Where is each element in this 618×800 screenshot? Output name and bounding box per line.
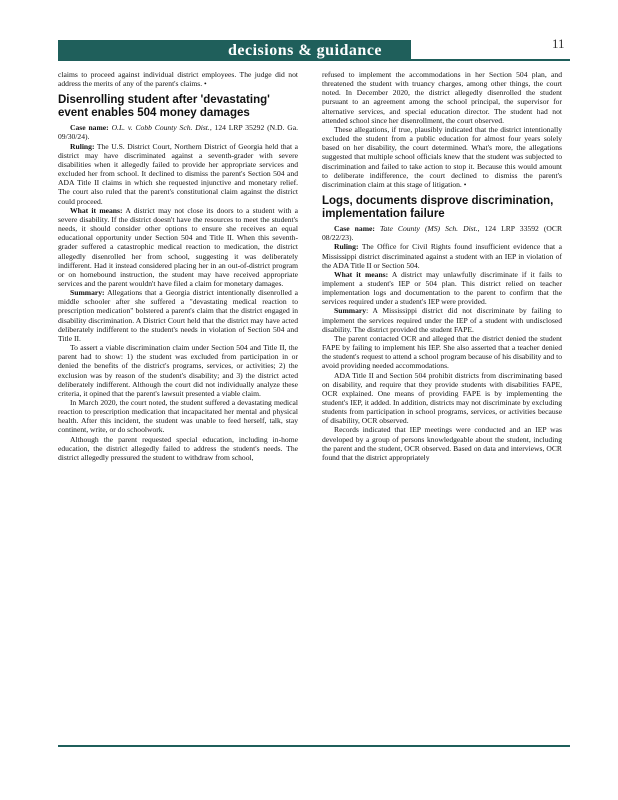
page-number: 11 <box>552 36 565 51</box>
case-name: O.L. v. Cobb County Sch. Dist. <box>111 123 210 133</box>
case-name: Tate County (MS) Sch. Dist. <box>380 224 478 234</box>
summary-paragraph: ADA Title II and Section 504 prohibit districts from discriminating based on disability, and require that they provide students with disabilities FAPE, OCR explained. One means of providing FAPE is by implementing the student's IEP, it added. In addition, districts may not discriminate by excluding students from participation in school programs, services, or activities because of disability, OCR observed. <box>322 370 562 426</box>
summary-paragraph <box>58 288 298 343</box>
ruling-label: Ruling: <box>70 141 95 151</box>
ruling-paragraph <box>58 142 298 206</box>
continued-paragraph: These allegations, if true, plausibly indicated that the district intentionally excluded the student from a public education for almost four years solely based on her disability, the court determined. What's more, the allegations suggested that multiple school officials knew that the student was subjected to discrimination and failed to take action to stop it. Because this would amount to deliberate indifference, the court declined to dismiss the parent's discrimination claim at this stage of litigation. • <box>322 124 562 189</box>
meaning-label: What it means: <box>70 205 123 215</box>
ruling-text: The U.S. District Court, Northern District of Georgia held that a district may have discriminated against a seventh-grader with severe disabilities when it allegedly failed to provide her appropriate services and excluded her from school. It declined to dismiss the parent's Section 504 and ADA Title II claims in which she requested injunctive and monetary relief. The court also ruled that the parent's constitutional claim against the district could proceed. <box>58 141 299 206</box>
summary-paragraph: Although the parent requested special education, including in-home education, the district allegedly failed to address the student's needs. The district allegedly pressured the student to withdraw from school, <box>58 434 298 462</box>
summary-paragraph: Records indicated that IEP meetings were conducted and an IEP was developed by a group of persons knowledgeable about the student, including the parent and the student, OCR observed. Based on data and interviews, OCR found that the district appropriately <box>322 425 562 462</box>
summary-text: Allegations that a Georgia district intentionally disenrolled a middle schooler after she suffered a "devastating medical reaction to prescription medication" bolstered a parent's claim that the district engaged in disability discrimination. A District Court held that the district may have acted deliberately indifferent to the student's needs in violation of Section 504 and Title II. <box>58 288 299 343</box>
meaning-paragraph <box>322 270 562 307</box>
case-citation: , 124 LRP 35292 (N.D. Ga. 09/30/24). <box>58 123 299 142</box>
ruling-paragraph <box>322 242 562 269</box>
header-rule <box>58 59 570 61</box>
case-label: Case name: <box>70 123 109 133</box>
summary-paragraph: In March 2020, the court noted, the student suffered a devastating medical reaction to prescription medication that incapacitated her mental and physical health. After this incident, the student was unable to feed herself, talk, stay continent, write, or do schoolwork. <box>58 398 298 435</box>
continued-paragraph: refused to implement the accommodations in her Section 504 plan, and threatened the student with truancy charges, among other things, the court noted. In December 2020, the district allegedly disenrolled the student pursuant to an agreement among the school principal, the supervisor for alternative services, and special education director. The student had not attended school since her disenrollment, the court observed. <box>322 70 562 125</box>
intro-paragraph: claims to proceed against individual district employees. The judge did not address the merits of any of the parent's claims. • <box>58 70 298 89</box>
summary-text: : A Mississippi district did not discriminate by failing to implement the services required under the IEP of a student with undisclosed disability. The district provided the student FAPE. <box>322 306 562 334</box>
case-label: Case name: <box>334 224 375 234</box>
ruling-text: The Office for Civil Rights found insufficient evidence that a Mississippi district discriminated against a student with an IEP in violation of the ADA Title II or Section 504. <box>322 242 562 270</box>
article-headline: Disenrolling student after 'devastating' event enables 504 money damages <box>58 94 270 120</box>
meaning-paragraph <box>58 206 298 288</box>
left-column <box>58 70 298 462</box>
summary-label: Summary: <box>70 288 105 298</box>
section-header <box>58 40 411 61</box>
summary-paragraph: The parent contacted OCR and alleged that the district denied the student FAPE by failing to implement his IEP. She also asserted that a teacher denied the student's request to attend a school program because of his disability and to avoid providing needed accommodations. <box>322 333 562 371</box>
summary-paragraph: To assert a viable discrimination claim under Section 504 and Title II, the parent had to show: 1) the student was excluded from participation in or denied the benefits of the district's programs, services, or activities; 2) the exclusion was by reason of the student's disability; and 3) the district acted deliberately indifferent. Although the court did not individually analyze these criteria, it opined that the parent's lawsuit presented a viable claim. <box>58 343 298 398</box>
meaning-text: A district may not close its doors to a student with a severe disability. If the district doesn't have the resources to meet the student's needs, it should consider other options to ensure she receives an equal educational opportunity under Section 504 and Title II. When this seventh-grader suffered a catastrophic medical reaction to medication, the district allegedly disenrolled her from school, suggesting it was deliberately indifferent. Had it instead considered placing her in an out-of-district program or on homebound instruction, the student may have received appropriate services and the parent wouldn't have filed a claim for monetary damages. <box>58 205 299 288</box>
right-column <box>322 70 562 462</box>
footer-rule <box>58 745 570 747</box>
meaning-text: A district may unlawfully discriminate if it fails to implement a student's IEP or 504 plan. This district relied on teacher implementation logs and documentation to the parent to confirm that the services required under a student's IEP were provided. <box>322 269 562 307</box>
case-name-paragraph <box>322 224 562 242</box>
meaning-label: What it means: <box>334 269 389 279</box>
summary-label: Summary <box>334 306 367 316</box>
ruling-label: Ruling: <box>334 242 359 252</box>
case-citation: , 124 LRP 33592 (OCR 08/22/23). <box>322 224 563 243</box>
section-header-title: decisions & guidance <box>228 42 383 59</box>
summary-paragraph <box>322 306 562 333</box>
case-name-paragraph <box>58 123 298 141</box>
article-headline: Logs, documents disprove discrimination, implementation failure <box>322 195 554 221</box>
